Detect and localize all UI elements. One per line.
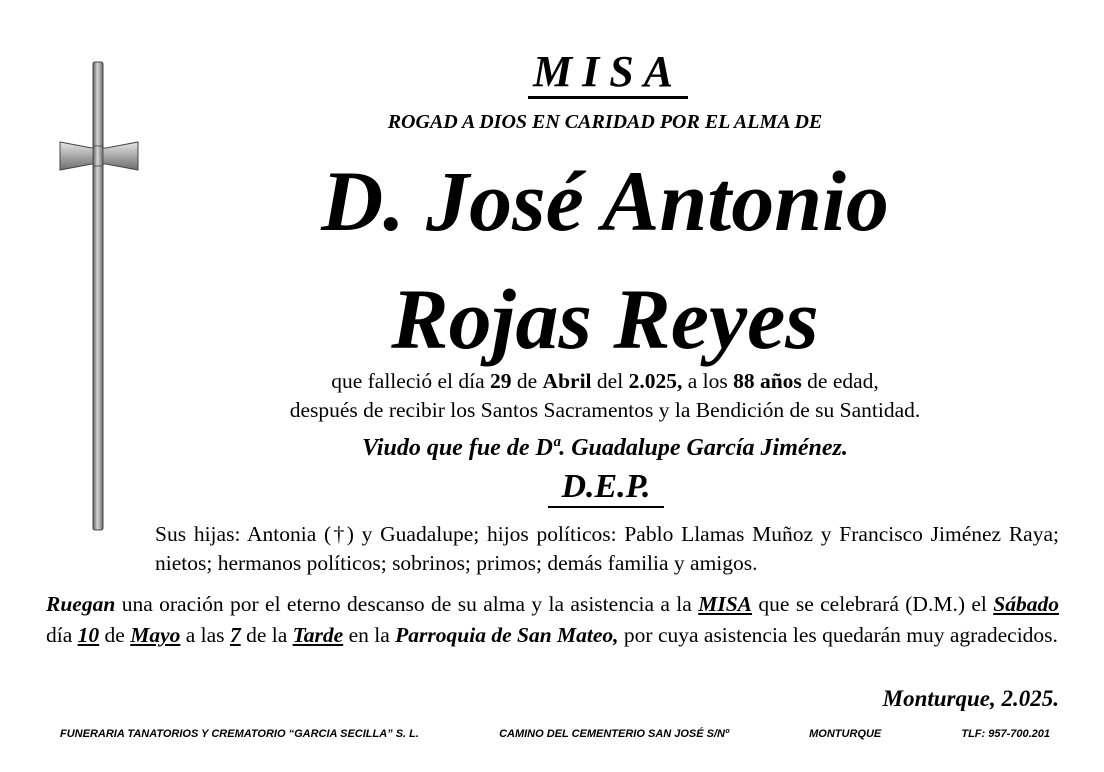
death-year: 2.025, xyxy=(628,369,683,393)
misa-word: MISA xyxy=(698,592,753,616)
death-day: 29 xyxy=(490,369,512,393)
hour: 7 xyxy=(229,623,241,647)
widow-line: Viudo que fue de Dª. Guadalupe García Jiménez. xyxy=(362,435,848,461)
dep-heading: D.E.P. xyxy=(548,468,664,508)
month: Mayo xyxy=(130,623,181,647)
death-text: del xyxy=(591,369,629,393)
death-text: a los xyxy=(682,369,734,393)
footer-company: FUNERARIA TANATORIOS Y CREMATORIO “GARCIA SECILLA” S. L. xyxy=(60,728,419,740)
church-name: Parroquia de San Mateo, xyxy=(395,623,619,647)
invitation-text: por cuya asistencia les quedarán muy agradecidos. xyxy=(618,623,1058,647)
death-month: Abril xyxy=(542,369,592,393)
mass-title: MISA xyxy=(528,48,688,99)
death-text: que falleció el día xyxy=(331,369,490,393)
invitation-text: de la xyxy=(240,623,293,647)
ruegan-word: Ruegan xyxy=(46,592,116,616)
sacraments-line: después de recibir los Santos Sacramentos y la Bendición de su Santidad. xyxy=(289,398,921,422)
death-date-line xyxy=(200,369,1010,394)
place-date: Monturque, 2.025. xyxy=(882,686,1059,711)
weekday: Sábado xyxy=(993,592,1059,616)
death-text: de edad, xyxy=(801,369,879,393)
invitation-paragraph xyxy=(46,589,1059,651)
day-number: 10 xyxy=(77,623,100,647)
invitation-text: a las xyxy=(180,623,230,647)
cross-icon xyxy=(56,60,142,532)
invitation-text: en la xyxy=(343,623,396,647)
footer-town: MONTURQUE xyxy=(809,728,882,740)
invitation-text: que se celebrará (D.M.) el xyxy=(752,592,994,616)
invitation-text: una oración por el eterno descanso de su alma y la asistencia a la xyxy=(115,592,699,616)
deceased-name-line1: D. José Antonio xyxy=(321,153,889,249)
family-paragraph: Sus hijas: Antonia (†) y Guadalupe; hijos políticos: Pablo Llamas Muñoz y Francisco Jiménez Raya; nietos; hermanos políticos; sobrinos; primos; demás familia y amigos. xyxy=(155,522,1059,575)
death-age: 88 años xyxy=(733,369,802,393)
time-of-day: Tarde xyxy=(292,623,344,647)
invitation-text: día xyxy=(46,623,78,647)
invitation-text: de xyxy=(99,623,131,647)
footer xyxy=(60,728,1050,740)
prayer-subtitle: ROGAD A DIOS EN CARIDAD POR EL ALMA DE xyxy=(387,111,823,133)
deceased-name-line2: Rojas Reyes xyxy=(391,271,819,367)
footer-phone: TLF: 957-700.201 xyxy=(961,728,1050,740)
death-text: de xyxy=(511,369,543,393)
footer-address: CAMINO DEL CEMENTERIO SAN JOSÉ S/Nº xyxy=(499,728,730,740)
